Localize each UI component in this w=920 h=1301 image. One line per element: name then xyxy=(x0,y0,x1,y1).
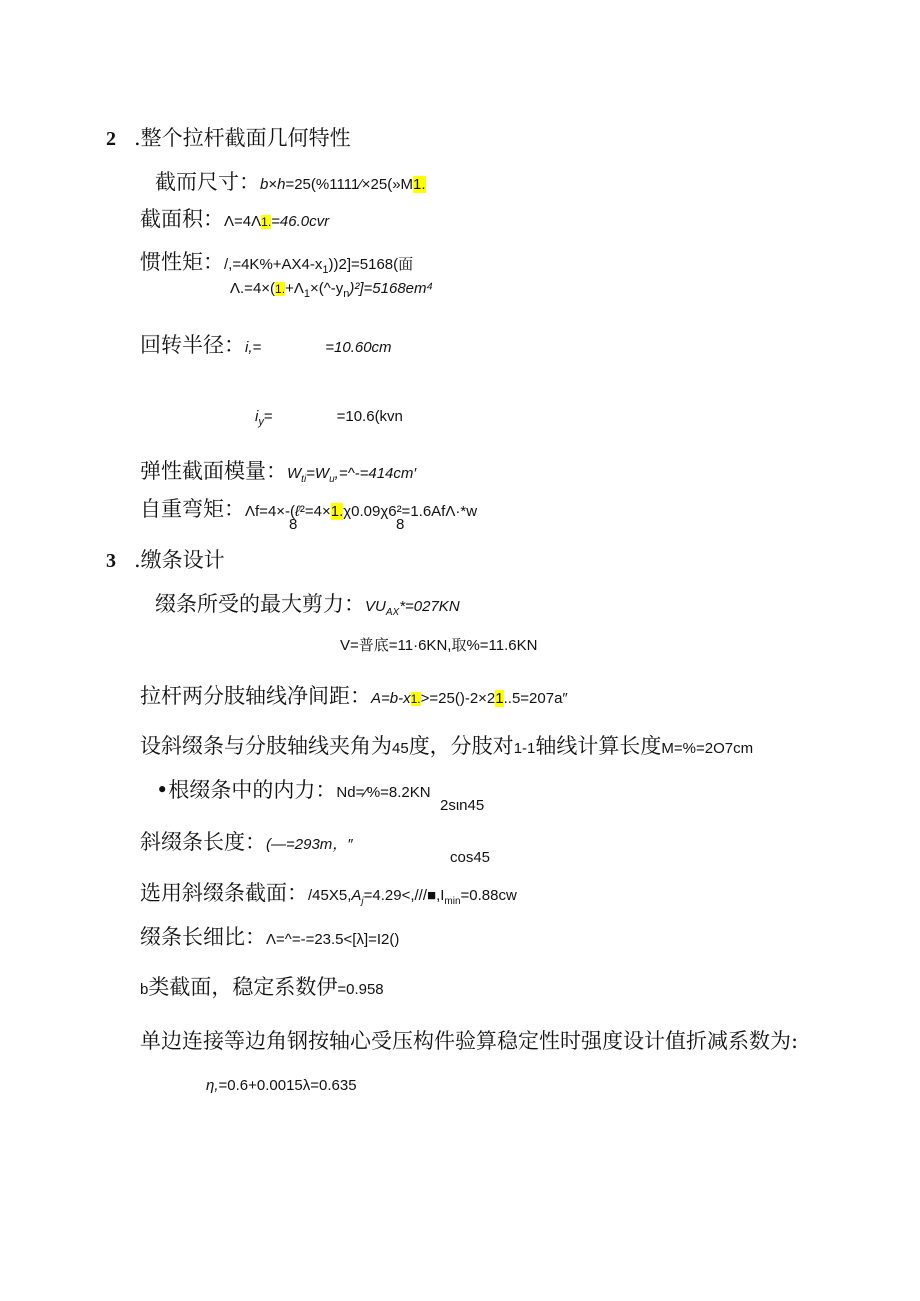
shear-label: 缀条所受的最大剪力： xyxy=(155,592,365,616)
moment-a: Λf=4×-( xyxy=(245,503,296,520)
size-times: × xyxy=(268,176,278,193)
inertia2-sub1: 1 xyxy=(303,288,310,301)
radius-iy: i xyxy=(255,408,259,425)
force-line xyxy=(156,774,431,804)
section-3-heading xyxy=(106,544,225,574)
section-title: .整个拉杆截面几何特性 xyxy=(134,126,351,150)
inertia2-b: +Λ xyxy=(285,280,304,297)
modulus-sub2: u xyxy=(329,474,335,486)
modulus-value: ,=^-=414cm′ xyxy=(334,465,417,482)
slenderness-formula: Λ=^=-=23.5<[λ]=I2() xyxy=(266,931,400,948)
moment-l: ℓ xyxy=(295,503,300,520)
area-label: 截面积： xyxy=(140,207,224,231)
inertia-line xyxy=(140,246,413,276)
moment-denominator-2: 8 xyxy=(396,516,405,533)
inertia-formula-b: ))2]=5168(面 xyxy=(328,256,414,273)
radius-value: =10.60cm xyxy=(325,339,392,356)
inertia-line-2 xyxy=(230,280,433,300)
angle-text-3: 轴线计算长度 xyxy=(535,734,662,758)
section-sub: j xyxy=(361,896,364,908)
highlight-mark: 1. xyxy=(275,282,286,296)
distance-b: >=25()-2×2 xyxy=(420,690,496,707)
angle-length: M=%=2O7cm xyxy=(661,740,754,757)
eta-symbol: η, xyxy=(206,1077,219,1094)
area-line xyxy=(140,203,329,233)
section-title: .缴条设计 xyxy=(134,548,225,572)
force-label: •根缀条中的内力： xyxy=(156,778,337,802)
radius-iy-value: =10.6(kvn xyxy=(336,408,403,425)
size-line xyxy=(155,166,426,196)
inertia-label: 惯性矩： xyxy=(140,250,224,274)
radius-ix: i,= xyxy=(245,339,262,356)
radius-iy-sub: y xyxy=(258,416,264,429)
shear-v: VU xyxy=(365,598,386,615)
angle-text-1: 设斜缀条与分肢轴线夹角为 xyxy=(140,734,392,758)
inertia2-a: Λ.=4×( xyxy=(230,280,276,297)
section-d: =0.88cw xyxy=(460,887,517,904)
section-sub-2: min xyxy=(444,896,461,908)
moment-label: 自重弯矩： xyxy=(140,497,245,521)
inertia2-d: )²]=5168em⁴ xyxy=(349,280,434,297)
length-formula: (—=293m，″ xyxy=(266,836,353,853)
modulus-label: 弹性截面模量： xyxy=(140,459,287,483)
length-line xyxy=(140,826,353,856)
shear-2-text: V=普底=11·6KN,取%=11.6KN xyxy=(340,637,538,654)
inertia2-sub2: n xyxy=(343,288,350,301)
moment-c: χ0.09χ6²=1.6AfΛ·*w xyxy=(343,503,478,520)
force-formula: Nd=⁄%=8.2KN xyxy=(336,784,431,801)
highlight-mark: 1. xyxy=(261,215,272,229)
radius-y-line xyxy=(255,408,403,428)
section-b: A xyxy=(351,887,362,904)
highlight-mark: 1. xyxy=(330,503,344,520)
size-formula: =25(%1111⁄×25(»M xyxy=(285,176,414,193)
modulus-w: W xyxy=(287,465,302,482)
length-denominator: cos45 xyxy=(450,849,491,866)
eta-formula: =0.6+0.0015λ=0.635 xyxy=(218,1077,357,1094)
highlight-mark: 1. xyxy=(413,176,426,193)
force-denominator: 2sιn45 xyxy=(440,797,485,814)
slenderness-line xyxy=(140,921,399,951)
stability-b: b xyxy=(140,981,149,998)
angle-axis: 1-1 xyxy=(513,740,536,757)
radius-line xyxy=(140,329,392,359)
modulus-line xyxy=(140,455,416,485)
stability-label: 类截面，稳定系数伊 xyxy=(148,975,338,999)
section-select-label: 选用斜缀条截面： xyxy=(140,881,308,905)
reduction-text: 单边连接等边角钢按轴心受压构件验算稳定性时强度设计值折减系数为: xyxy=(140,1029,799,1053)
size-label: 截而尺寸： xyxy=(155,170,260,194)
angle-value: 45 xyxy=(392,740,409,757)
radius-label: 回转半径： xyxy=(140,333,245,357)
eta-line xyxy=(206,1077,357,1095)
shear-sub: AX xyxy=(385,607,400,619)
stability-line xyxy=(140,971,384,1001)
highlight-mark: 1. xyxy=(410,692,421,706)
size-h: h xyxy=(277,176,286,193)
slenderness-label: 缀条长细比： xyxy=(140,925,266,949)
section-a: /45X5, xyxy=(308,887,352,904)
shear-value: *=027KN xyxy=(399,598,460,615)
distance-line xyxy=(140,680,568,710)
shear-line xyxy=(155,588,460,618)
modulus-sub1: ti xyxy=(301,474,307,486)
section-select-line xyxy=(140,877,517,907)
area-formula-b: =46.0cvr xyxy=(271,213,330,230)
length-label: 斜缀条长度： xyxy=(140,830,266,854)
modulus-w2: =W xyxy=(306,465,330,482)
moment-denominator-1: 8 xyxy=(289,516,298,533)
shear-line-2 xyxy=(340,634,537,655)
section-2-heading xyxy=(106,122,351,152)
section-number: 2 xyxy=(106,128,116,150)
stability-value: =0.958 xyxy=(337,981,384,998)
moment-b: ²=4× xyxy=(299,503,331,520)
moment-line xyxy=(140,493,477,523)
radius-iy-eq: = xyxy=(263,408,273,425)
section-number: 3 xyxy=(106,550,116,572)
distance-a: A=b-x xyxy=(371,690,411,707)
highlight-mark: 1 xyxy=(495,690,504,707)
inertia-sub: 1 xyxy=(322,264,329,277)
size-b: b xyxy=(260,176,269,193)
area-formula-a: Λ=4Λ xyxy=(224,213,262,230)
inertia-formula-a: /,=4K%+AX4-x xyxy=(224,256,323,273)
reduction-line xyxy=(140,1025,798,1055)
angle-line xyxy=(140,730,753,760)
distance-label: 拉杆两分肢轴线净间距： xyxy=(140,684,371,708)
inertia2-c: ×(^-y xyxy=(309,280,344,297)
distance-c: ..5=207a″ xyxy=(503,690,568,707)
section-c: =4.29<,///■,I xyxy=(363,887,445,904)
angle-text-2: 度，分肢对 xyxy=(408,734,514,758)
